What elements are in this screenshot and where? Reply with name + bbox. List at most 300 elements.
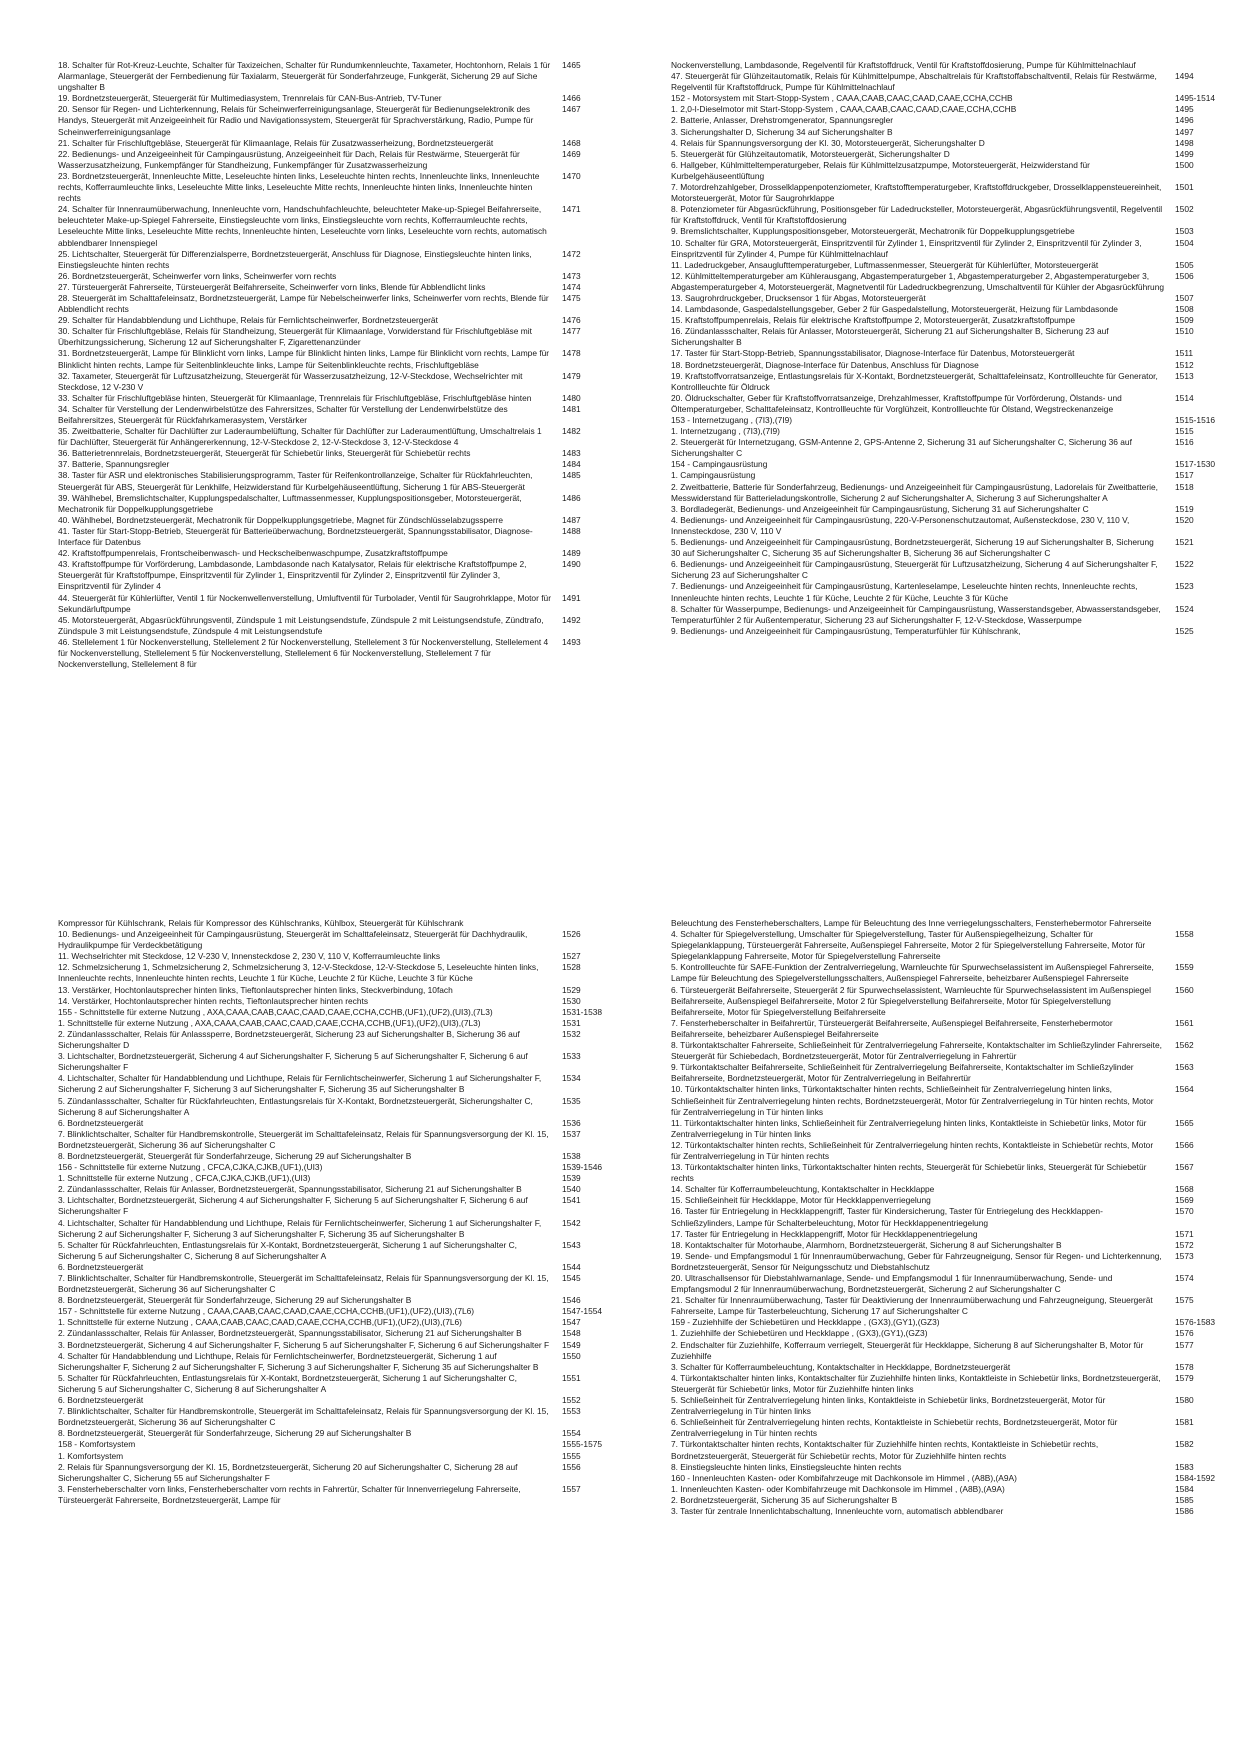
entry-title: 17. Taster für Start-Stopp-Betrieb, Spannungsstabilisator, Diagnose-Interface für Datenbus, Motorsteuergerät: [671, 348, 1075, 359]
entry-page: 1506: [1175, 270, 1194, 281]
entry-title: 17. Taster für Entriegelung in Heckklappengriff, Motor für Heckklappenentriegelung: [671, 1228, 978, 1239]
entry-page: 1495-1514: [1175, 93, 1216, 104]
toc-entry: [671, 348, 1231, 359]
entry-title: 8. Schalter für Wasserpumpe, Bedienungs- und Anzeigeeinheit für Campingausrüstung, Wasserstandsgeber, Abwasserstandsgeber, Temperaturfühler 2 für Außentemperatur, Sicherung 23 auf Sicherungshalter F, 12-V-Steckdose, Wasserpumpe: [671, 603, 1161, 625]
toc-entry: [671, 626, 1231, 637]
entry-title: 14. Schalter für Kofferraumbeleuchtung, Kontaktschalter in Heckklappe: [671, 1184, 935, 1195]
toc-entry: [58, 1018, 618, 1029]
toc-entry: [671, 1417, 1231, 1439]
entry-page: 1563: [1175, 1062, 1194, 1073]
toc-entry: [671, 271, 1231, 293]
entry-page: 1554: [562, 1428, 581, 1439]
column-top-right: [671, 60, 1231, 792]
entry-page: 1566: [1175, 1139, 1194, 1150]
toc-entry: [58, 1051, 618, 1073]
entry-title: 3. Bordnetzsteuergerät, Sicherung 4 auf Sicherungshalter F, Sicherung 5 auf Sicherungshalter F, Sicherung 6 auf Sicherungshalter F: [58, 1339, 550, 1350]
entry-title: 1. Schnittstelle für externe Nutzung , CFCA,CJKA,CJKB,(UF1),(UI3): [58, 1173, 311, 1184]
entry-page: 1486: [562, 492, 581, 503]
toc-entry: [58, 1118, 618, 1129]
entry-title: 41. Taster für Start-Stopp-Betrieb, Steuergerät für Batterieüberwachung, Bordnetzsteuergerät, Spannungsstabilisator, Diagnose-Interface für Datenbus: [58, 525, 533, 548]
entry-page: 1532: [562, 1028, 581, 1039]
entry-page: 1520: [1175, 514, 1194, 525]
entry-title: 4. Schalter für Spiegelverstellung, Umschalter für Spiegelverstellung, Taster für Außenspiegelheizung, Schalter für Spiegelanklappung, Türsteuergerät Fahrerseite, Außenspiegel Fahrerseite, Motor 2 für Spiegelverstellung Fahrerseite, Motor für Spiegelanklappung Fahrerseite, Motor für Spiegelverstellung Fahrerseite: [671, 929, 1146, 962]
entry-title: 11. Türkontaktschalter hinten links, Schließeinheit für Zentralverriegelung hinten links, Kontaktleiste in Schiebetür links, Motor für Zentralverriegelung in Tür hinten links: [671, 1117, 1147, 1139]
toc-entry: [58, 1184, 618, 1195]
toc-entry: [671, 71, 1231, 93]
entry-page: 1477: [562, 326, 581, 337]
entry-page: 1531-1538: [562, 1006, 603, 1017]
toc-entry: [671, 160, 1231, 182]
entry-title: 159 - Zuziehhilfe der Schiebetüren und Heckklappe , (GX3),(GY1),(GZ3): [671, 1317, 940, 1328]
entry-title: Beleuchtung des Fensterheberschalters, Lampe für Beleuchtung des Inne verriegelungsschalters, Fensterhebermotor Fahrerseite: [671, 918, 1152, 928]
entry-title: 3. Schalter für Kofferraumbeleuchtung, Kontaktschalter in Heckklappe, Bordnetzsteuergerät: [671, 1361, 1011, 1372]
toc-entry: [58, 371, 618, 393]
entry-title: 19. Kraftstoffvorratsanzeige, Entlastungsrelais für X-Kontakt, Bordnetzsteuergerät, Schalttafeleinsatz, Kontrollleuchte für Generator, Kontrollleuchte für Öldruck: [671, 370, 1158, 392]
entry-title: 5. Kontrollleuchte für SAFE-Funktion der Zentralverriegelung, Warnleuchte für Spurwechselassistent im Außenspiegel Fahrerseite, Lampe für Beleuchtung des Spiegelverstellungsschalters, Außenspiegel Fahrerseite, beheizbarer Außenspiegel Fahrerseite: [671, 962, 1154, 984]
entry-page: 1493: [562, 636, 581, 647]
toc-entry: [58, 171, 618, 204]
entry-page: 1559: [1175, 962, 1194, 973]
toc-entry: [58, 593, 618, 615]
toc-entry: [671, 1240, 1231, 1251]
entry-title: 7. Blinklichtschalter, Schalter für Handbremskontrolle, Steuergerät im Schalttafeleinsatz, Relais für Spannungsversorgung der Kl. 15, Bordnetzsteuergerät, Sicherung 36 auf Sicherungshalter C: [58, 1273, 549, 1295]
toc-entry: [671, 1084, 1231, 1117]
toc-entry: [671, 1495, 1231, 1506]
entry-title: 27. Türsteuergerät Fahrerseite, Türsteuergerät Beifahrerseite, Scheinwerfer vorn links, Blende für Abblendlicht links: [58, 281, 486, 292]
entry-title: 26. Bordnetzsteuergerät, Scheinwerfer vorn links, Scheinwerfer vorn rechts: [58, 270, 337, 281]
section-entry: [58, 1306, 618, 1317]
toc-entry: [671, 326, 1231, 348]
entry-title: 14. Verstärker, Hochtonlautsprecher hinten rechts, Tieftonlautsprecher hinten rechts: [58, 995, 369, 1006]
toc-entry: [58, 204, 618, 248]
entry-title: 33. Schalter für Frischluftgebläse hinten, Steuergerät für Klimaanlage, Trennrelais für Frischluftgebläse, Frischluftgebläse hinten: [58, 392, 532, 403]
toc-entry: [671, 204, 1231, 226]
entry-page: 1555-1575: [562, 1439, 603, 1450]
entry-page: 1529: [562, 984, 581, 995]
entry-title: 10. Bedienungs- und Anzeigeeinheit für Campingausrüstung, Steuergerät im Schalttafeleinsatz, Steuergerät für Dachhydraulik, Hydraulikpumpe für Verdeckbetätigung: [58, 929, 528, 951]
entry-title: 1. 2,0-l-Dieselmotor mit Start-Stopp-System , CAAA,CAAB,CAAC,CAAD,CAAE,CCHA,CCHB: [671, 104, 1017, 115]
entry-page: 1500: [1175, 159, 1194, 170]
toc-entry: [671, 371, 1231, 393]
entry-page: 1507: [1175, 292, 1194, 303]
entry-title: 8. Türkontaktschalter Fahrerseite, Schließeinheit für Zentralverriegelung Fahrerseite, Kontaktschalter im Schließzylinder Fahrerseite, Steuergerät für Schiebedach, Bordnetzsteuergerät, Motor für Zentralverriegelung in Fahrertür: [671, 1040, 1162, 1062]
entry-title: 21. Schalter für Innenraumüberwachung, Taster für Deaktivierung der Innenraumüberwachung und Fahrzeugneigung, Steuergerät Fahrerseite, Lampe für Tasterbeleuchtung, Sicherung 17 auf Sicherungshalter C: [671, 1295, 1153, 1317]
toc-entry: [671, 293, 1231, 304]
entry-page: 1539-1546: [562, 1162, 603, 1173]
section-entry: [671, 1317, 1231, 1328]
entry-title: 31. Bordnetzsteuergerät, Lampe für Blinklicht vorn links, Lampe für Blinklicht hinten links, Lampe für Blinklicht vorn rechts, Lampe für Blinklicht hinten rechts, Lampe für Seitenblinkleuchte links, Lampe für Seitenblinkleuchte rechts, Frischluftgebläse: [58, 348, 550, 370]
entry-page: 1536: [562, 1117, 581, 1128]
entry-title: 32. Taxameter, Steuergerät für Luftzusatzheizung, Steuergerät für Wasserzusatzheizung, 12-V-Steckdose, Wechselrichter mit Steckdose, 12 V-230 V: [58, 370, 523, 392]
entry-title: 158 - Komfortsystem: [58, 1439, 136, 1450]
entry-title: 19. Sende- und Empfangsmodul 1 für Innenraumüberwachung, Geber für Fahrzeugneigung, Sensor für Regen- und Lichterkennung, Bordnetzsteuergerät, Sensor für Neigungsschutz und Diebstahlschutz: [671, 1250, 1162, 1272]
entry-page: 1482: [562, 426, 581, 437]
entry-title: 7. Blinklichtschalter, Schalter für Handbremskontrolle, Steuergerät im Schalttafeleinsatz, Relais für Spannungsversorgung der Kl. 15, Bordnetzsteuergerät, Sicherung 36 auf Sicherungshalter C: [58, 1128, 549, 1150]
toc-entry: [671, 537, 1231, 559]
entry-title: 9. Bedienungs- und Anzeigeeinheit für Campingausrüstung, Temperaturfühler für Kühlschrank,: [671, 625, 1021, 636]
entry-page: 1573: [1175, 1250, 1194, 1261]
toc-entry: [671, 1184, 1231, 1195]
entry-page: 1542: [562, 1217, 581, 1228]
entry-title: 16. Zündanlassschalter, Relais für Anlasser, Motorsteuergerät, Sicherung 21 auf Sicherungshalter B, Sicherung 23 auf Sicherungshalter B: [671, 326, 1109, 348]
entry-title: 1. Innenleuchten Kasten- oder Kombifahrzeuge mit Dachkonsole im Himmel , (A8B),(A9A): [671, 1483, 1005, 1494]
entry-page: 1571: [1175, 1228, 1194, 1239]
entry-page: 1521: [1175, 537, 1194, 548]
entry-page: 1584-1592: [1175, 1472, 1216, 1483]
column-bottom-left: [58, 918, 618, 1730]
entry-page: 1558: [1175, 929, 1194, 940]
toc-entry: [58, 515, 618, 526]
entry-page: 1584: [1175, 1483, 1194, 1494]
toc-entry: [671, 1040, 1231, 1062]
entry-title: 9. Türkontaktschalter Beifahrerseite, Schließeinheit für Zentralverriegelung Beifahrerseite, Kontaktschalter im Schließzylinder Beifahrerseite, Bordnetzsteuergerät, Motor für Zentralverriegelung in Beifahrertür: [671, 1062, 1134, 1084]
entry-title: 39. Wählhebel, Bremslichtschalter, Kupplungspedalschalter, Luftmassenmesser, Kupplungspositionsgeber, Motorsteuergerät, Mechatronik für Doppelkupplungsgetriebe: [58, 492, 522, 514]
entry-page: 1517: [1175, 470, 1194, 481]
toc-entry: [58, 249, 618, 271]
entry-page: 1473: [562, 270, 581, 281]
toc-entry: [58, 404, 618, 426]
entry-title: 2. Steuergerät für Internetzugang, GSM-Antenne 2, GPS-Antenne 2, Sicherung 31 auf Sicherungshalter C, Sicherung 36 auf Sicherungshalter C: [671, 437, 1132, 459]
entry-title: 21. Schalter für Frischluftgebläse, Steuergerät für Klimaanlage, Relais für Zusatzwasserheizung, Bordnetzsteuergerät: [58, 137, 494, 148]
toc-entry: [671, 1340, 1231, 1362]
entry-title: 7. Türkontaktschalter hinten rechts, Kontaktschalter für Zuziehhilfe hinten rechts, Kontaktleiste in Schiebetür rechts, Bordnetzsteuergerät, Steuergerät für Schiebetür rechts, Motor für Zuziehhilfe hinten rechts: [671, 1439, 1099, 1461]
entry-page: 1557: [562, 1483, 581, 1494]
entry-title: 2. Relais für Spannungsversorgung der Kl. 15, Bordnetzsteuergerät, Sicherung 20 auf Sicherungshalter C, Sicherung 28 auf Sicherungshalter C, Sicherung 55 auf Sicherungshalter F: [58, 1461, 518, 1483]
entry-title: 14. Lambdasonde, Gaspedalstellungsgeber, Geber 2 für Gaspedalstellung, Motorsteuergerät, Heizung für Lambdasonde: [671, 304, 1118, 315]
entry-page: 1501: [1175, 182, 1194, 193]
toc-entry: [671, 426, 1231, 437]
toc-entry: [671, 315, 1231, 326]
entry-title: 3. Taster für zentrale Innenlichtabschaltung, Innenleuchte vorn, automatisch abblendbarer: [671, 1505, 1004, 1516]
toc-entry: [58, 348, 618, 370]
entry-title: 24. Schalter für Innenraumüberwachung, Innenleuchte vorn, Handschuhfachleuchte, beleuchteter Make-up-Spiegel Beifahrerseite, beleuchteter Make-up-Spiegel Fahrerseite, Einstiegsleuchte vorn links, Einstiegsleuchte vorn rechts, Kofferraumleuchte rechts, Leseleuchte Mitte links, Leseleuchte Mitte rechts, Innenleuchte hinten, Leseleuchte vorn links, Leseleuchte vorn rechts, automatisch abblendbarer Innenspiegel: [58, 204, 547, 248]
entry-page: 1524: [1175, 603, 1194, 614]
toc-entry: [58, 1340, 618, 1351]
toc-entry: [671, 437, 1231, 459]
entry-title: 10. Schalter für GRA, Motorsteuergerät, Einspritzventil für Zylinder 1, Einspritzventil für Zylinder 2, Einspritzventil für Zylinder 3, Einspritzventil für Zylinder 4, Pumpe für Kühlmittelnachlauf: [671, 237, 1142, 259]
toc-entry: [58, 1073, 618, 1095]
entry-page: 1549: [562, 1339, 581, 1350]
entry-title: 4. Lichtschalter, Schalter für Handabblendung und Lichthupe, Relais für Fernlichtscheinwerfer, Sicherung 1 auf Sicherungshalter F, Sicherung 2 auf Sicherungshalter F, Sicherung 3 auf Sicherungshalter F, Sicherung 35 auf Sicherungshalter B: [58, 1073, 542, 1095]
entry-title: 7. Motordrehzahlgeber, Drosselklappenpotenziometer, Kraftstofftemperaturgeber, Kraftstoffdruckgeber, Drosselklappensteuereinheit, Motorsteuergerät, Motor für Saugrohrklappe: [671, 182, 1162, 204]
entry-page: 1580: [1175, 1395, 1194, 1406]
toc-entry: [58, 1218, 618, 1240]
entry-page: 1525: [1175, 625, 1194, 636]
toc-entry: [671, 482, 1231, 504]
entry-title: 36. Batterietrennrelais, Bordnetzsteuergerät, Steuergerät für Schiebetür links, Steuergerät für Schiebetür rechts: [58, 448, 471, 459]
entry-page: 1547-1554: [562, 1306, 603, 1317]
entry-title: 18. Schalter für Rot-Kreuz-Leuchte, Schalter für Taxizeichen, Schalter für Rundumkennleuchte, Taxameter, Hochtonhorn, Relais 1 für Alarmanlage, Steuergerät der Fernbedienung für Taxialarm, Steuergerät für Sonderfahrzeuge, Funkgerät, Sicherung 29 auf Siche ungshalter B: [58, 60, 551, 93]
entry-page: 1538: [562, 1150, 581, 1161]
entry-page: 1569: [1175, 1195, 1194, 1206]
entry-title: 6. Schließeinheit für Zentralverriegelung hinten rechts, Kontaktleiste in Schiebetür rechts, Bordnetzsteuergerät, Motor für Zentralverriegelung in Tür hinten rechts: [671, 1417, 1118, 1439]
entry-title: 11. Ladedruckgeber, Ansauglufttemperaturgeber, Luftmassenmesser, Steuergerät für Kühlerlüfter, Motorsteuergerät: [671, 259, 1099, 270]
entry-page: 1483: [562, 448, 581, 459]
entry-title: 12. Türkontaktschalter hinten rechts, Schließeinheit für Zentralverriegelung hinten rechts, Kontaktleiste in Schiebetür rechts, Motor für Zentralverriegelung in Tür hinten rechts: [671, 1139, 1154, 1161]
section-entry: [671, 93, 1231, 104]
entry-page: 1488: [562, 525, 581, 536]
entry-title: Kompressor für Kühlschrank, Relais für Kompressor des Kühlschranks, Kühlbox, Steuergerät für Kühlschrank: [58, 918, 464, 928]
toc-entry: [671, 393, 1231, 415]
entry-page: 1466: [562, 93, 581, 104]
entry-page: 1553: [562, 1406, 581, 1417]
entry-page: 1556: [562, 1461, 581, 1472]
entry-page: 1498: [1175, 137, 1194, 148]
entry-title: 5. Bedienungs- und Anzeigeeinheit für Campingausrüstung, Bordnetzsteuergerät, Sicherung 19 auf Sicherungshalter B, Sicherung 30 auf Sicherungshalter C, Sicherung 35 auf Sicherungshalter B, Sicherung 36 auf Sicherungshalter C: [671, 537, 1154, 559]
entry-title: 2. Zündanlassschalter, Relais für Anlasssperre, Bordnetzsteuergerät, Sicherung 23 auf Sicherungshalter B, Sicherung 36 auf Sicherungshalter D: [58, 1028, 520, 1051]
entry-title: 8. Bordnetzsteuergerät, Steuergerät für Sonderfahrzeuge, Sicherung 29 auf Sicherungshalter B: [58, 1428, 412, 1439]
entry-title: 4. Türkontaktschalter hinten links, Kontaktschalter für Zuziehhilfe hinten links, Kontaktleiste in Schiebetür links, Bordnetzsteuergerät, Steuergerät für Schiebetür links, Motor für Zuziehhilfe hinten links: [671, 1372, 1161, 1394]
section-entry: [58, 1162, 618, 1173]
entry-page: 1551: [562, 1372, 581, 1383]
entry-title: 9. Bremslichtschalter, Kupplungspositionsgeber, Motorsteuergerät, Mechatronik für Doppelkupplungsgetriebe: [671, 226, 1075, 237]
toc-entry: [58, 1096, 618, 1118]
entry-page: 1572: [1175, 1239, 1194, 1250]
entry-title: 5. Schließeinheit für Zentralverriegelung hinten links, Kontaktleiste in Schiebetür links, Bordnetzsteuergerät, Motor für Zentralverriegelung in Tür hinten links: [671, 1395, 1106, 1417]
entry-title: 1. Internetzugang , (7I3),(7I9): [671, 426, 780, 437]
entry-page: 1565: [1175, 1117, 1194, 1128]
toc-entry: [671, 918, 1231, 929]
entry-title: 30. Schalter für Frischluftgebläse, Relais für Standheizung, Steuergerät für Klimaanlage, Vorwiderstand für Frischluftgebläse mit Überhitzungssicherung, Sicherung 12 auf Sicherungshalter F, Zigarettenanzünder: [58, 326, 532, 348]
toc-entry: [671, 149, 1231, 160]
entry-title: 20. Sensor für Regen- und Lichterkennung, Relais für Scheinwerferreinigungsanlage, Steuergerät für Bedienungselektronik des Handys, Steuergerät mit Anzeigeeinheit für Radio und Navigationssystem, Steuergerät für Sprachverstärkung, Radio, Pumpe für Scheinwerferreinigungsanlage: [58, 104, 534, 137]
toc-entry: [58, 951, 618, 962]
entry-title: 155 - Schnittstelle für externe Nutzung , AXA,CAAA,CAAB,CAAC,CAAD,CAAE,CCHA,CCHB,(UF1),(UF2),(UI3),(7L3): [58, 1006, 493, 1017]
entry-page: 1535: [562, 1095, 581, 1106]
entry-title: 16. Taster für Entriegelung in Heckklappengriff, Taster für Kindersicherung, Taster für Entriegelung des Heckklappen-Schließzylinders, Lampe für Schalterbeleuchtung, Motor für Heckklappenentriegelung: [671, 1206, 1103, 1228]
toc-entry: [671, 1118, 1231, 1140]
entry-title: 44. Steuergerät für Kühlerlüfter, Ventil 1 für Nockenwellenverstellung, Umluftventil für Turbolader, Ventil für Saugrohrklappe, Motor für Sekundärluftpumpe: [58, 592, 551, 614]
toc-entry: [671, 138, 1231, 149]
entry-title: 11. Wechselrichter mit Steckdose, 12 V-230 V, Innensteckdose 2, 230 V, 110 V, Kofferraumleuchte links: [58, 951, 441, 962]
entry-page: 1539: [562, 1173, 581, 1184]
entry-page: 1470: [562, 170, 581, 181]
entry-title: 15. Schließeinheit für Heckklappe, Motor für Heckklappenverriegelung: [671, 1195, 931, 1206]
entry-title: 6. Bedienungs- und Anzeigeeinheit für Campingausrüstung, Steuergerät für Luftzusatzheizung, Sicherung 4 auf Sicherungshalter F, Sicherung 23 auf Sicherungshalter C: [671, 559, 1158, 581]
toc-entry: [58, 271, 618, 282]
toc-entry: [671, 1062, 1231, 1084]
entry-page: 1577: [1175, 1339, 1194, 1350]
entry-page: 1469: [562, 148, 581, 159]
entry-page: 1561: [1175, 1017, 1194, 1028]
entry-page: 1540: [562, 1184, 581, 1195]
entry-title: 8. Potenziometer für Abgasrückführung, Positionsgeber für Ladedrucksteller, Motorsteuergerät, Abgasrückführungsventil, Regelventil für Kraftstoffdruck, Ventil für Kraftstoffdosierung: [671, 204, 1163, 226]
toc-entry: [58, 1351, 618, 1373]
entry-page: 1497: [1175, 126, 1194, 137]
entry-title: 2. Zweitbatterie, Batterie für Sonderfahrzeug, Bedienungs- und Anzeigeeinheit für Campingausrüstung, Ladorelais für Zweitbatterie, Messwiderstand für Batterieladungskontrolle, Sicherung 2 auf Sicherungshalter A, Sicherung 3 auf Sicherungshalter A: [671, 481, 1158, 503]
entry-page: 1475: [562, 292, 581, 303]
entry-page: 1534: [562, 1073, 581, 1084]
entry-title: 13. Verstärker, Hochtonlautsprecher hinten links, Tieftonlautsprecher hinten links, Steckverbindung, 10fach: [58, 984, 453, 995]
entry-title: 2. Batterie, Anlasser, Drehstromgenerator, Spannungsregler: [671, 115, 894, 126]
entry-page: 1476: [562, 315, 581, 326]
entry-page: 1576: [1175, 1328, 1194, 1339]
entry-title: 28. Steuergerät im Schalttafeleinsatz, Bordnetzsteuergerät, Lampe für Nebelscheinwerfer links, Scheinwerfer vorn rechts, Blende für Abblendlicht rechts: [58, 292, 549, 315]
entry-title: 3. Sicherungshalter D, Sicherung 34 auf Sicherungshalter B: [671, 126, 893, 137]
entry-title: 3. Lichtschalter, Bordnetzsteuergerät, Sicherung 4 auf Sicherungshalter F, Sicherung 5 auf Sicherungshalter F, Sicherung 6 auf Sicherungshalter F: [58, 1051, 528, 1073]
entry-title: 156 - Schnittstelle für externe Nutzung , CFCA,CJKA,CJKB,(UF1),(UI3): [58, 1162, 323, 1173]
toc-entry: [58, 559, 618, 592]
entry-title: 160 - Innenleuchten Kasten- oder Kombifahrzeuge mit Dachkonsole im Himmel , (A8B),(A9A): [671, 1472, 1017, 1483]
entry-page: 1543: [562, 1239, 581, 1250]
toc-entry: [58, 138, 618, 149]
entry-page: 1562: [1175, 1040, 1194, 1051]
toc-entry: [671, 504, 1231, 515]
toc-entry: [671, 304, 1231, 315]
toc-entry: [671, 1140, 1231, 1162]
entry-page: 1583: [1175, 1461, 1194, 1472]
entry-page: 1533: [562, 1051, 581, 1062]
entry-page: 1487: [562, 514, 581, 525]
toc-entry: [671, 985, 1231, 1018]
entry-title: 22. Bedienungs- und Anzeigeeinheit für Campingausrüstung, Anzeigeeinheit für Dach, Relais für Restwärme, Steuergerät für Wasserzusatzheizung, Funkempfänger für Standheizung, Funkempfänger für Zusatzwasserheizung: [58, 148, 520, 170]
toc-entry: [58, 1395, 618, 1406]
toc-entry: [671, 1251, 1231, 1273]
entry-title: 1. Schnittstelle für externe Nutzung , CAAA,CAAB,CAAC,CAAD,CAAE,CCHA,CCHB,(UF1),(UF2),(UI3),(7L6): [58, 1317, 462, 1328]
entry-page: 1579: [1175, 1372, 1194, 1383]
entry-page: 1527: [562, 951, 581, 962]
entry-title: 6. Hallgeber, Kühlmitteltemperaturgeber, Relais für Kühlmittelzusatzpumpe, Motorsteuergerät, Heizwiderstand für Kurbelgehäuseentlüftung: [671, 159, 1090, 181]
toc-entry: [671, 962, 1231, 984]
toc-entry: [671, 1018, 1231, 1040]
entry-page: 1518: [1175, 481, 1194, 492]
toc-entry: [671, 1362, 1231, 1373]
entry-page: 1523: [1175, 581, 1194, 592]
entry-title: 1. Komfortsystem: [58, 1450, 124, 1461]
entry-title: 23. Bordnetzsteuergerät, Innenleuchte Mitte, Leseleuchte hinten links, Leseleuchte hinten rechts, Innenleuchte links, Innenleuchte rechts, Kofferraumleuchte links, Leseleuchte Mitte links, Leseleuchte Mitte rechts, Innenleuchte hinten links, Innenleuchte hinten rechts: [58, 170, 540, 204]
entry-title: 157 - Schnittstelle für externe Nutzung , CAAA,CAAB,CAAC,CAAD,CAAE,CCHA,CCHB,(UF1),(UF2),(UI3),(7L6): [58, 1306, 475, 1317]
entry-page: 1564: [1175, 1084, 1194, 1095]
toc-entry: [58, 1273, 618, 1295]
toc-entry: [58, 918, 618, 929]
entry-page: 1499: [1175, 148, 1194, 159]
entry-title: 153 - Internetzugang , (7I3),(7I9): [671, 415, 793, 425]
entry-title: 20. Öldruckschalter, Geber für Kraftstoffvorratsanzeige, Drehzahlmesser, Kraftstoffpumpe für Vorförderung, Ölstands- und Öltemperaturgeber, Schalttafeleinsatz, Kontrollleuchte für Vorglühzeit, Kontrollleuchte für Ölstand, Wegstreckenanzeige: [671, 392, 1122, 414]
section-entry: [671, 415, 1231, 426]
entry-title: 8. Bordnetzsteuergerät, Steuergerät für Sonderfahrzeuge, Sicherung 29 auf Sicherungshalter B: [58, 1150, 412, 1161]
entry-page: 1575: [1175, 1295, 1194, 1306]
entry-title: 43. Kraftstoffpumpe für Vorförderung, Lambdasonde, Lambdasonde nach Katalysator, Relais für elektrische Kraftstoffpumpe 2, Steuergerät für Kraftstoffpumpe, Einspritzventil für Zylinder 1, Einspritzventil für Zylinder 2, Einspritzventil für Zylinder 3, Einspritzventil für Zylinder 4: [58, 559, 527, 592]
entry-title: 1. Campingausrüstung: [671, 470, 756, 481]
toc-entry: [671, 1295, 1231, 1317]
entry-title: 12. Kühlmitteltemperaturgeber am Kühlerausgang, Abgastemperaturgeber 1, Abgastemperaturgeber 2, Abgastemperaturgeber 3, Abgastemperaturgeber 4, Motorsteuergerät, Magnetventil für Ladedruckbegrenzung, Umschaltventil für Kühler der Abgasrückführung: [671, 270, 1165, 292]
entry-page: 1526: [562, 929, 581, 940]
toc-entry: [58, 1317, 618, 1328]
toc-entry: [671, 1328, 1231, 1339]
entry-title: 5. Schalter für Rückfahrleuchten, Entlastungsrelais für X-Kontakt, Bordnetzsteuergerät, Sicherung 1 auf Sicherungshalter C, Sicherung 5 auf Sicherungshalter C, Sicherung 8 auf Sicherungshalter A: [58, 1239, 518, 1261]
toc-entry: [671, 1439, 1231, 1461]
entry-title: 152 - Motorsystem mit Start-Stopp-System , CAAA,CAAB,CAAC,CAAD,CAAE,CCHA,CCHB: [671, 93, 1013, 104]
entry-title: 20. Ultraschallsensor für Diebstahlwarnanlage, Sende- und Empfangsmodul 1 für Innenraumüberwachung, Sende- und Empfangsmodul 2 für Innenraumüberwachung, Bordnetzsteuergerät, Sicherung 2 auf Sicherungshalter C: [671, 1273, 1113, 1295]
toc-entry: [671, 1162, 1231, 1184]
toc-entry: [58, 60, 618, 93]
section-entry: [671, 1473, 1231, 1484]
entry-page: 1484: [562, 459, 581, 470]
entry-page: 1496: [1175, 115, 1194, 126]
toc-entry: [58, 459, 618, 470]
entry-title: 40. Wählhebel, Bordnetzsteuergerät, Mechatronik für Doppelkupplungsgetriebe, Magnet für Zündschlüsselabzugssperre: [58, 514, 504, 525]
entry-title: 25. Lichtschalter, Steuergerät für Differenzialsperre, Bordnetzsteuergerät, Anschluss für Diagnose, Einstiegsleuchte hinten links, Einstiegsleuchte hinten rechts: [58, 248, 532, 270]
toc-entry: [58, 1428, 618, 1439]
entry-page: 1515: [1175, 426, 1194, 437]
entry-title: 4. Relais für Spannungsversorgung der Kl. 30, Motorsteuergerät, Sicherungshalter D: [671, 137, 985, 148]
entry-title: 3. Fensterheberschalter vorn links, Fensterheberschalter vorn rechts in Fahrertür, Schalter für Innenverriegelung Fahrerseite, Türsteuergerät Fahrerseite, Bordnetzsteuergerät, Lampe für: [58, 1483, 521, 1505]
toc-entry: [671, 104, 1231, 115]
toc-entry: [671, 1484, 1231, 1495]
entry-page: 1504: [1175, 237, 1194, 248]
toc-entry: [58, 1240, 618, 1262]
entry-page: 1581: [1175, 1417, 1194, 1428]
entry-page: 1585: [1175, 1494, 1194, 1505]
entry-page: 1495: [1175, 104, 1194, 115]
entry-page: 1509: [1175, 315, 1194, 326]
entry-page: 1519: [1175, 503, 1194, 514]
entry-page: 1481: [562, 403, 581, 414]
toc-entry: [58, 1406, 618, 1428]
toc-entry: [58, 393, 618, 404]
entry-page: 1547: [562, 1317, 581, 1328]
entry-page: 1485: [562, 470, 581, 481]
entry-title: 1. Zuziehhilfe der Schiebetüren und Heckklappe , (GX3),(GY1),(GZ3): [671, 1328, 928, 1339]
entry-title: 37. Batterie, Spannungsregler: [58, 459, 170, 470]
entry-page: 1537: [562, 1128, 581, 1139]
toc-entry: [58, 985, 618, 996]
entry-page: 1471: [562, 204, 581, 215]
entry-page: 1530: [562, 995, 581, 1006]
entry-page: 1528: [562, 962, 581, 973]
entry-title: 12. Schmelzsicherung 1, Schmelzsicherung 2, Schmelzsicherung 3, 12-V-Steckdose, 12-V-Steckdose 5, Leseleuchte hinten links, Innenleuchte rechts, Innenleuchte hinten rechts, Leuchte 1 für Küche, Leuchte 2 für Küche, Leuchte 3 für Küche: [58, 962, 539, 984]
entry-page: 1510: [1175, 326, 1194, 337]
entry-title: 3. Bordladegerät, Bedienungs- und Anzeigeeinheit für Campingausrüstung, Sicherung 31 auf Sicherungshalter C: [671, 503, 1089, 514]
entry-page: 1582: [1175, 1439, 1194, 1450]
toc-entry: [58, 493, 618, 515]
toc-entry: [58, 93, 618, 104]
entry-page: 1516: [1175, 437, 1194, 448]
entry-page: 1505: [1175, 259, 1194, 270]
toc-entry: [671, 1206, 1231, 1228]
entry-title: 4. Schalter für Handabblendung und Lichthupe, Relais für Fernlichtscheinwerfer, Bordnetzsteuergerät, Sicherung 1 auf Sicherungshalter F, Sicherung 2 auf Sicherungshalter F, Sicherung 3 auf Sicherungshalter F, Sicherung 35 auf Sicherungshalter B: [58, 1350, 539, 1372]
entry-page: 1550: [562, 1350, 581, 1361]
entry-page: 1568: [1175, 1184, 1194, 1195]
toc-entry: [671, 182, 1231, 204]
toc-entry: [58, 929, 618, 951]
toc-entry: [671, 60, 1231, 71]
entry-title: 47. Steuergerät für Glühzeitautomatik, Relais für Kühlmittelpumpe, Abschaltrelais für Kraftstoffabschaltventil, Relais für Restwärme, Regelventil für Kraftstoffdruck, Pumpe für Kühlmittelnachlauf: [671, 71, 1157, 93]
section-entry: [58, 1007, 618, 1018]
toc-entry: [58, 1295, 618, 1306]
entry-title: 2. Zündanlassschalter, Relais für Anlasser, Bordnetzsteuergerät, Spannungsstabilisator, Sicherung 21 auf Sicherungshalter B: [58, 1328, 522, 1339]
toc-entry: [671, 1373, 1231, 1395]
toc-entry: [671, 226, 1231, 237]
toc-entry: [58, 149, 618, 171]
toc-entry: [58, 615, 618, 637]
toc-entry: [58, 470, 618, 492]
entry-title: 2. Bordnetzsteuergerät, Sicherung 35 auf Sicherungshalter B: [671, 1494, 898, 1505]
section-entry: [671, 459, 1231, 470]
column-bottom-right: [671, 918, 1231, 1730]
toc-entry: [58, 1262, 618, 1273]
toc-entry: [671, 238, 1231, 260]
toc-entry: [58, 1029, 618, 1051]
toc-entry: [671, 604, 1231, 626]
entry-page: 1489: [562, 548, 581, 559]
entry-page: 1574: [1175, 1273, 1194, 1283]
entry-page: 1472: [562, 248, 581, 259]
entry-title: 6. Bordnetzsteuergerät: [58, 1117, 144, 1128]
toc-entry: [58, 1451, 618, 1462]
toc-entry: [58, 1373, 618, 1395]
entry-page: 1578: [1175, 1361, 1194, 1372]
